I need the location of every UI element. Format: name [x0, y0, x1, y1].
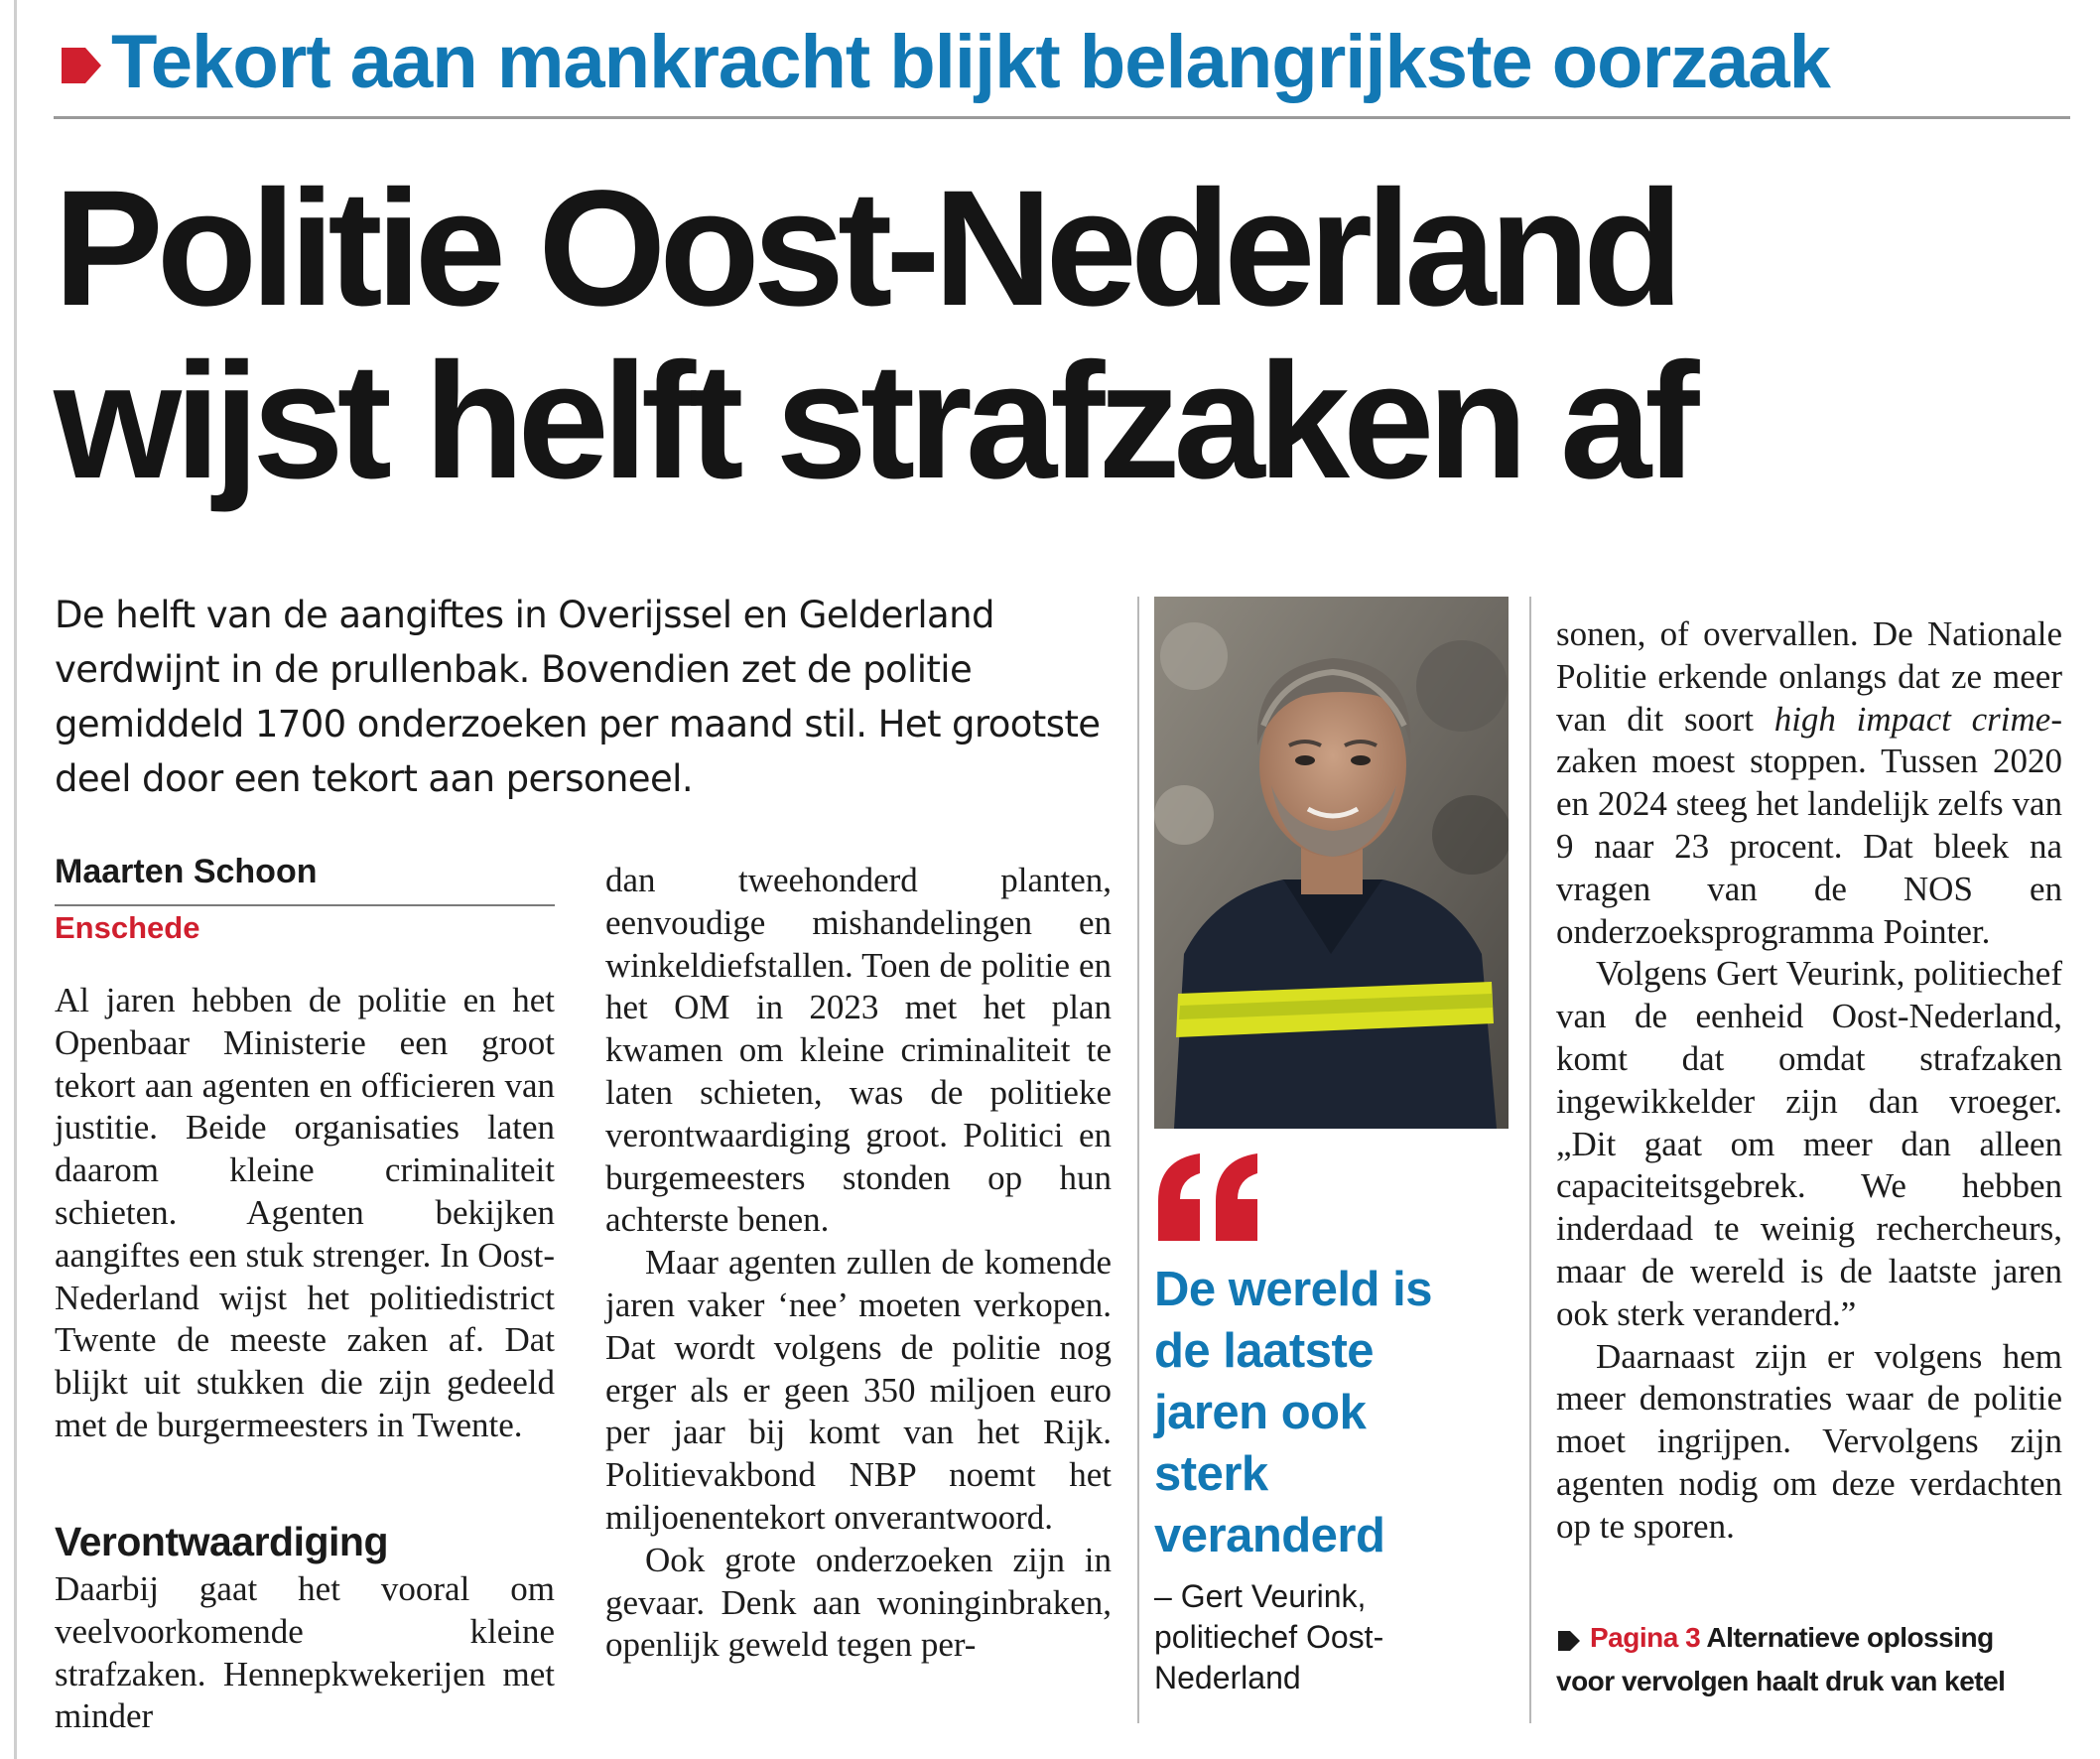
emphasis-text: high impact crime	[1773, 699, 2051, 739]
column-divider	[1137, 597, 1139, 1723]
body-text: sonen, of overvallen. De Nationale Politie erkende onlangs dat ze meer van dit soort	[1556, 614, 2062, 739]
teaser-arrow-icon	[1556, 1628, 1582, 1654]
byline-divider	[55, 904, 555, 906]
column-divider	[1529, 597, 1531, 1723]
quote-attribution	[1154, 1576, 1383, 1698]
body-paragraph: dan tweehonderd planten, eenvoudige mishandelingen en winkeldiefstallen. Toen de politie en het OM in 2023 met het plan kwamen om kleine criminaliteit te laten schieten, was de politieke verontwaardiging groot. Politici en burgemeesters stonden op hun achterste benen.	[605, 861, 1112, 1240]
body-paragraph: Al jaren hebben de politie en het Openbaar Ministerie een groot tekort aan agenten en officieren van justitie. Beide organisaties laten daarom kleine criminaliteit schieten. Agenten bekijken aangiftes een stuk strenger. In Oost-Nederland wijst het politiedistrict Twente de meeste zaken af. Dat blijkt uit stukken die zijn gedeeld met de burgermeesters in Twente.	[55, 981, 555, 1444]
body-text: -zaken moest stoppen. Tussen 2020 en 2024 steeg het landelijk zelfs van 9 naar 23 procent. Dat bleek na vragen van de NOS en onderzoeksprogramma Pointer.	[1556, 699, 2062, 951]
headline-line-2: wijst helft strafzaken af	[54, 330, 1693, 513]
body-paragraph	[1556, 613, 2062, 953]
pull-quote-line: jaren ook	[1154, 1386, 1367, 1439]
body-paragraph: Ook grote onderzoeken zijn in gevaar. Denk aan woninginbraken, openlijk geweld tegen per-	[605, 1540, 1112, 1665]
body-column-2	[605, 860, 1112, 1667]
teaser-page-ref[interactable]: Pagina 3	[1590, 1622, 1701, 1653]
headline-line-1: Politie Oost-Nederland	[54, 157, 1677, 340]
dateline: Enschede	[55, 910, 200, 945]
kicker-divider	[54, 116, 2070, 119]
body-paragraph: Volgens Gert Veurink, politiechef van de eenheid Oost-Nederland, komt dat omdat strafzaken ingewikkelder zijn dan vroeger. „Dit gaat om meer dan alleen capaciteitsgebrek. We hebben inderdaad te weinig rechercheurs, maar de wereld is de laatste jaren ook sterk veranderd.”	[1556, 954, 2062, 1333]
attribution-line: politiechef Oost-	[1154, 1619, 1384, 1655]
portrait-photo	[1154, 597, 1509, 1129]
kicker-arrow-icon	[58, 42, 105, 89]
attribution-line: – Gert Veurink,	[1154, 1578, 1367, 1614]
body-paragraph: Daarbij gaat het vooral om veelvoorkomende kleine strafzaken. Hennepkwekerijen met minder	[55, 1569, 555, 1736]
body-column-1-continued	[55, 1568, 555, 1738]
kicker: Tekort aan mankracht blijkt belangrijkste oorzaak	[111, 20, 1830, 104]
pull-quote	[1154, 1259, 1432, 1566]
teaser-text[interactable]: Alternatieve oplossing	[1706, 1622, 1994, 1653]
pull-quote-line: veranderd	[1154, 1509, 1385, 1562]
page-teaser[interactable]	[1590, 1616, 2076, 1660]
pull-quote-line: De wereld is	[1154, 1263, 1432, 1316]
headline	[54, 157, 2088, 513]
byline: Maarten Schoon	[55, 853, 318, 890]
teaser-text-line-2[interactable]: voor vervolgen haalt druk van ketel	[1556, 1666, 2006, 1696]
quote-mark-icon	[1154, 1151, 1263, 1243]
body-column-1	[55, 980, 555, 1447]
page-edge-rule	[14, 0, 17, 1759]
pull-quote-line: de laatste	[1154, 1324, 1375, 1378]
attribution-line: Nederland	[1154, 1660, 1301, 1695]
body-paragraph: Maar agenten zullen de komende jaren vaker ‘nee’ moeten verkopen. Dat wordt volgens de politie nog erger als er geen 350 miljoen euro per jaar bij komt van het Rijk. Politievakbond NBP noemt het miljoenentekort onverantwoord.	[605, 1243, 1112, 1537]
intro-paragraph: De helft van de aangiftes in Overijssel en Gelderland verdwijnt in de prullenbak. Bovendien zet de politie gemiddeld 1700 onderzoeken per maand stil. Het grootste deel door een tekort aan personeel.	[55, 594, 1101, 800]
body-column-3	[1556, 613, 2062, 1549]
pull-quote-line: sterk	[1154, 1447, 1268, 1501]
body-paragraph: Daarnaast zijn er volgens hem meer demonstraties waar de politie moet ingrijpen. Vervolgens zijn agenten nodig om deze verdachten op te sporen.	[1556, 1336, 2062, 1546]
crosshead: Verontwaardiging	[55, 1519, 388, 1564]
